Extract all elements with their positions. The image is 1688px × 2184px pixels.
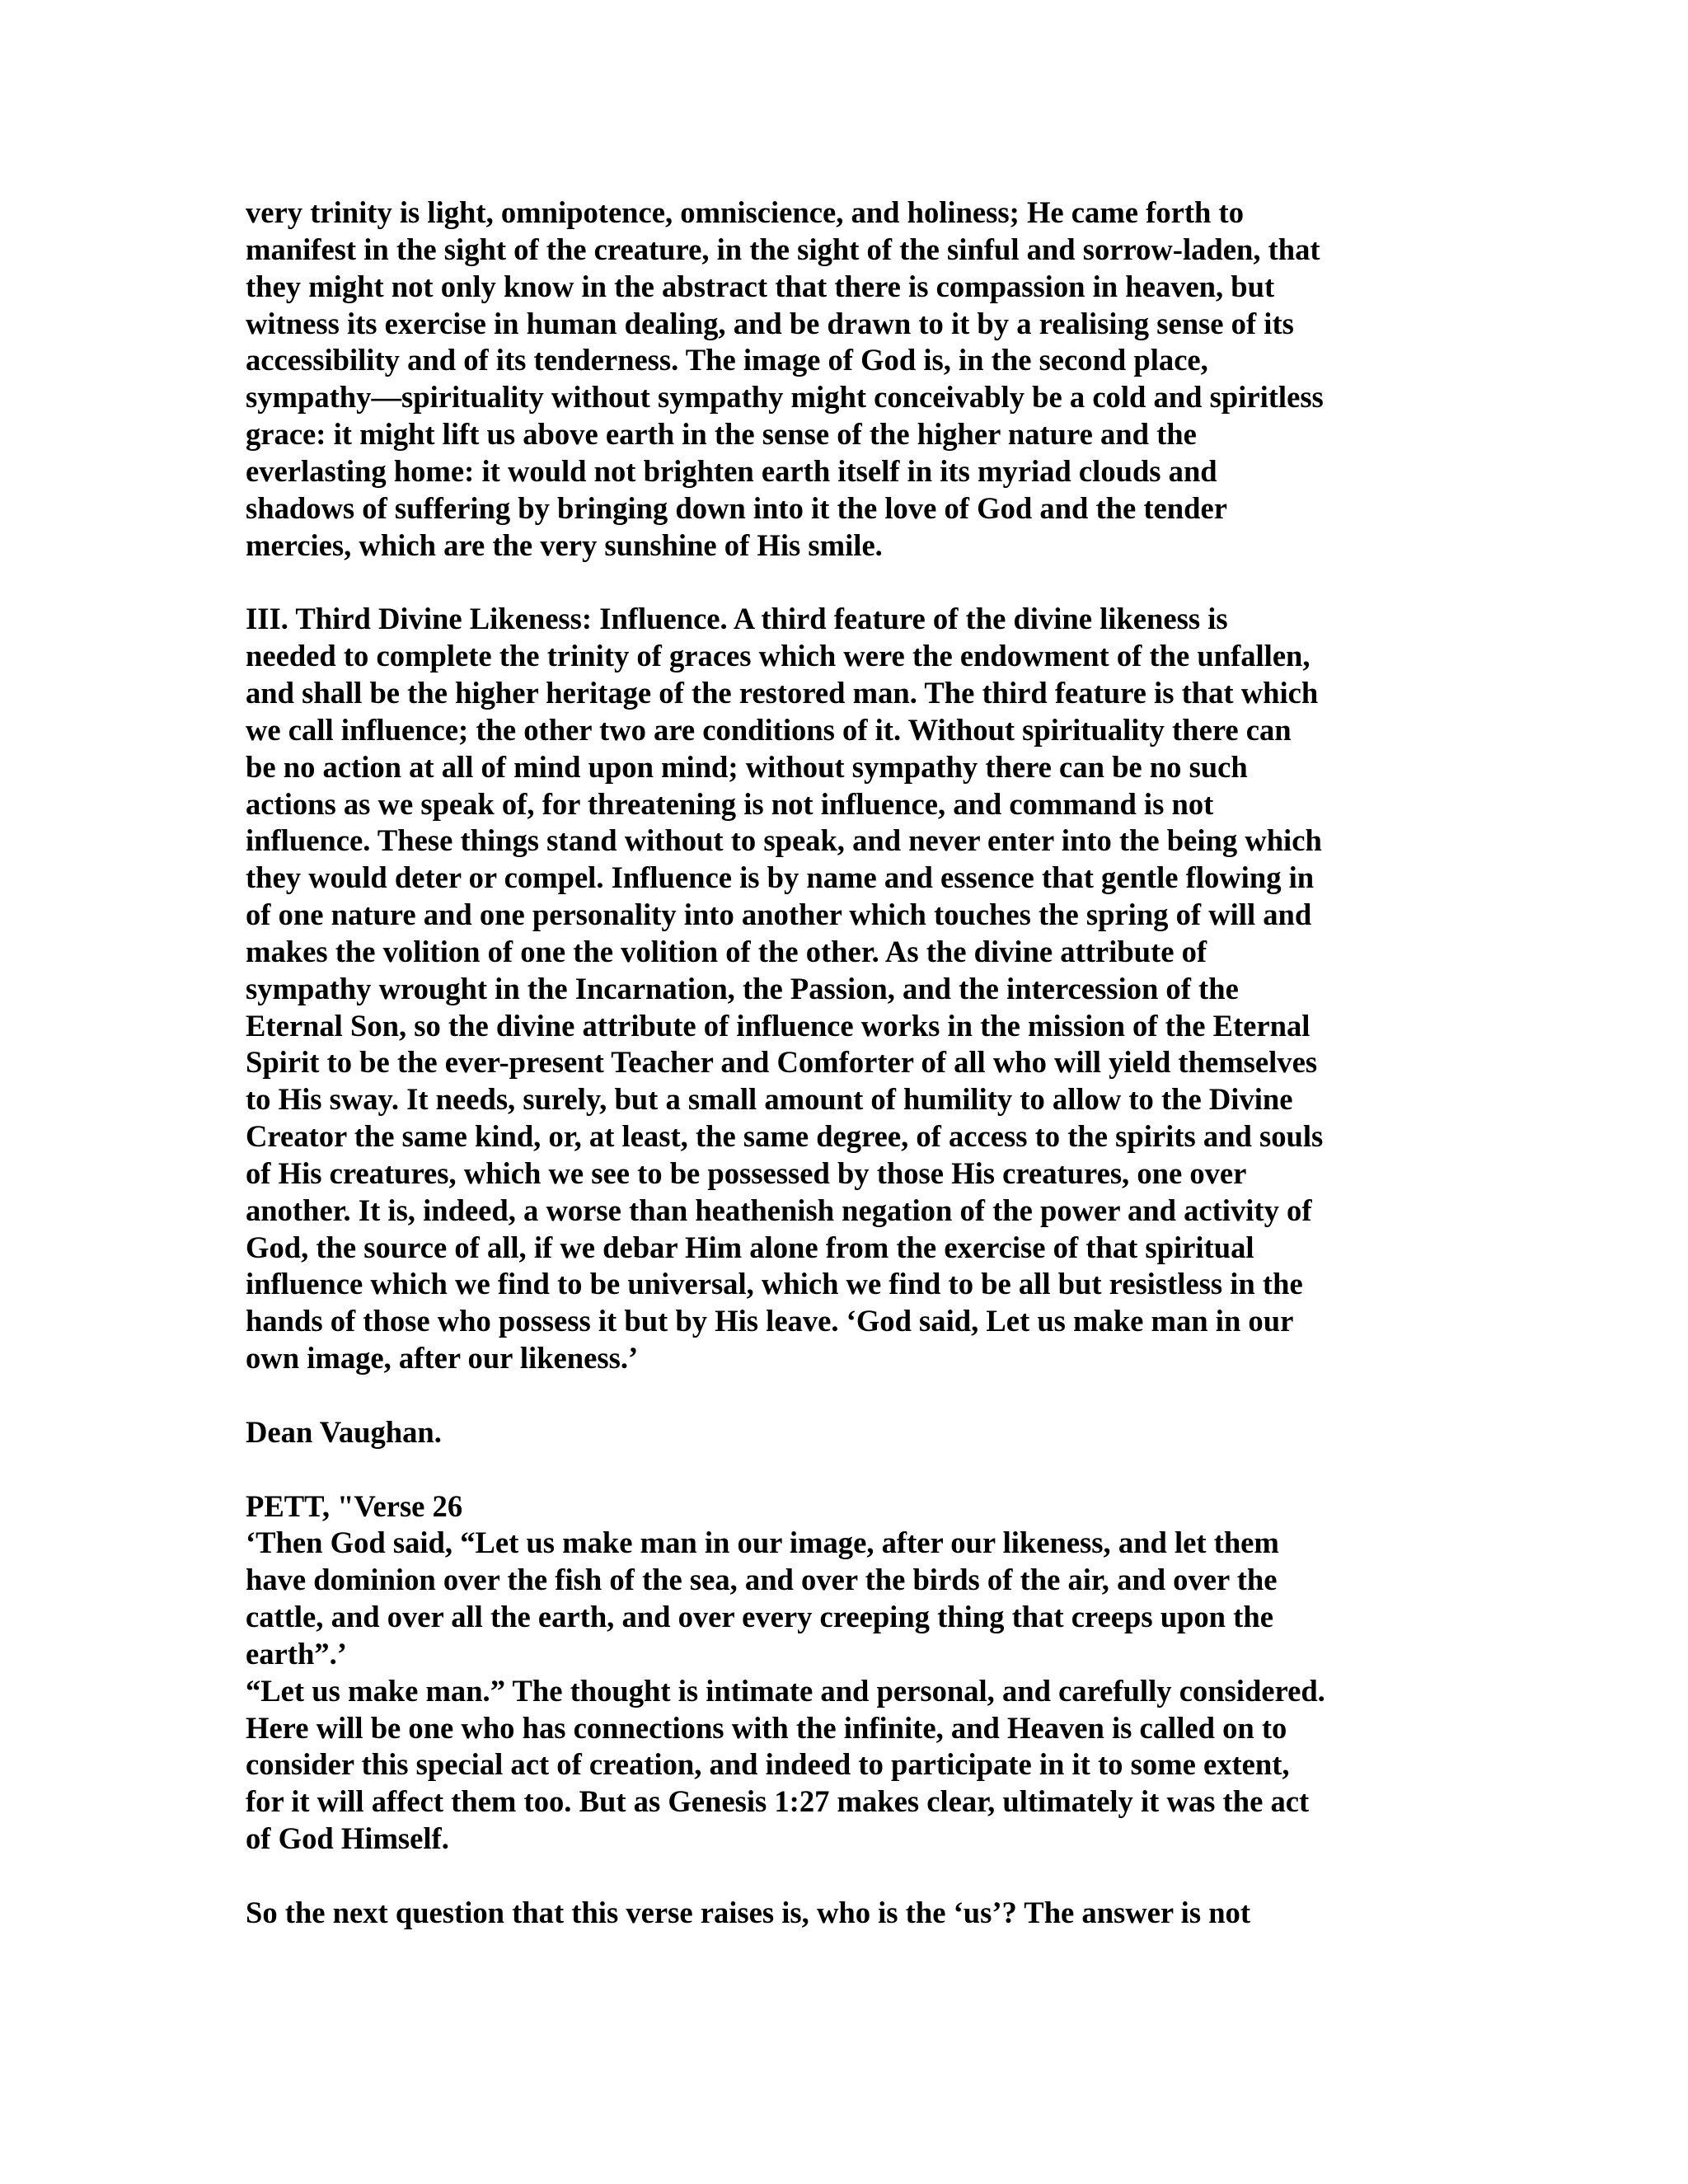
text-line: So the next question that this verse raises is, who is the ‘us’? The answer is not [246, 1895, 1251, 1929]
text-line: manifest in the sight of the creature, in the sight of the sinful and sorrow-laden, that [246, 232, 1320, 266]
paragraph-gap [246, 1858, 1432, 1895]
text-line: and shall be the higher heritage of the restored man. The third feature is that which [246, 675, 1319, 710]
text-line: hands of those who possess it but by His leave. ‘God said, Let us make man in our [246, 1304, 1294, 1338]
text-line: needed to complete the trinity of graces which were the endowment of the unfallen, [246, 639, 1311, 673]
text-line: own image, after our likeness.’ [246, 1341, 639, 1376]
text-line: PETT, "Verse 26 [246, 1488, 463, 1523]
text-line: of God Himself. [246, 1821, 449, 1856]
paragraph-gap [246, 1451, 1432, 1488]
text-line: mercies, which are the very sunshine of His smile. [246, 527, 883, 562]
text-line: Eternal Son, so the divine attribute of influence works in the mission of the Eternal [246, 1008, 1311, 1043]
text-line: “Let us make man.” The thought is intimate and personal, and carefully considered. [246, 1673, 1325, 1708]
paragraph [246, 1488, 1432, 1858]
text-line: influence. These things stand without to speak, and never enter into the being which [246, 823, 1322, 858]
text-line: of His creatures, which we see to be possessed by those His creatures, one over [246, 1155, 1247, 1190]
text-line: witness its exercise in human dealing, and be drawn to it by a realising sense of its [246, 306, 1294, 340]
document-page [246, 194, 1432, 1932]
paragraph [246, 601, 1432, 1377]
paragraph [246, 194, 1432, 564]
text-line: another. It is, indeed, a worse than heathenish negation of the power and activity of [246, 1193, 1312, 1227]
text-line: actions as we speak of, for threatening is not influence, and command is not [246, 786, 1214, 821]
text-line: shadows of suffering by bringing down into it the love of God and the tender [246, 490, 1227, 525]
text-line: for it will affect them too. But as Genesis 1:27 makes clear, ultimately it was the act [246, 1784, 1310, 1819]
text-line: ‘Then God said, “Let us make man in our image, after our likeness, and let them [246, 1526, 1279, 1560]
text-line: III. Third Divine Likeness: Influence. A third feature of the divine likeness is [246, 602, 1228, 636]
text-line: Here will be one who has connections with the infinite, and Heaven is called on to [246, 1710, 1287, 1745]
text-line: sympathy wrought in the Incarnation, the Passion, and the intercession of the [246, 971, 1239, 1005]
text-line: we call influence; the other two are conditions of it. Without spirituality there can [246, 712, 1292, 747]
text-line: have dominion over the fish of the sea, and over the birds of the air, and over the [246, 1563, 1278, 1597]
text-line: they would deter or compel. Influence is by name and essence that gentle flowing in [246, 860, 1315, 895]
text-line: of one nature and one personality into another which touches the spring of will and [246, 898, 1312, 932]
text-line: everlasting home: it would not brighten earth itself in its myriad clouds and [246, 453, 1217, 488]
text-line: Spirit to be the ever-present Teacher and Comforter of all who will yield themselves [246, 1045, 1318, 1080]
paragraph [246, 1414, 1432, 1451]
text-line: grace: it might lift us above earth in the sense of the higher nature and the [246, 417, 1197, 452]
text-line: Dean Vaughan. [246, 1414, 442, 1449]
text-line: earth”.’ [246, 1636, 347, 1671]
text-line: to His sway. It needs, surely, but a small amount of humility to allow to the Divine [246, 1082, 1293, 1117]
text-line: Creator the same kind, or, at least, the same degree, of access to the spirits and souls [246, 1119, 1324, 1154]
text-line: very trinity is light, omnipotence, omniscience, and holiness; He came forth to [246, 195, 1245, 229]
paragraph-gap [246, 1377, 1432, 1414]
paragraph [246, 1895, 1432, 1932]
text-line: influence which we find to be universal, which we find to be all but resistless in the [246, 1267, 1303, 1301]
text-line: makes the volition of one the volition of the other. As the divine attribute of [246, 934, 1207, 968]
text-line: cattle, and over all the earth, and over every creeping thing that creeps upon the [246, 1600, 1273, 1634]
paragraph-gap [246, 564, 1432, 601]
text-line: they might not only know in the abstract that there is compassion in heaven, but [246, 269, 1275, 303]
text-line: be no action at all of mind upon mind; without sympathy there can be no such [246, 749, 1248, 784]
text-line: sympathy—spirituality without sympathy might conceivably be a cold and spiritless [246, 380, 1324, 415]
text-line: accessibility and of its tenderness. The image of God is, in the second place, [246, 343, 1208, 377]
text-line: God, the source of all, if we debar Him alone from the exercise of that spiritual [246, 1230, 1254, 1264]
text-line: consider this special act of creation, and indeed to participate in it to some extent, [246, 1747, 1290, 1782]
